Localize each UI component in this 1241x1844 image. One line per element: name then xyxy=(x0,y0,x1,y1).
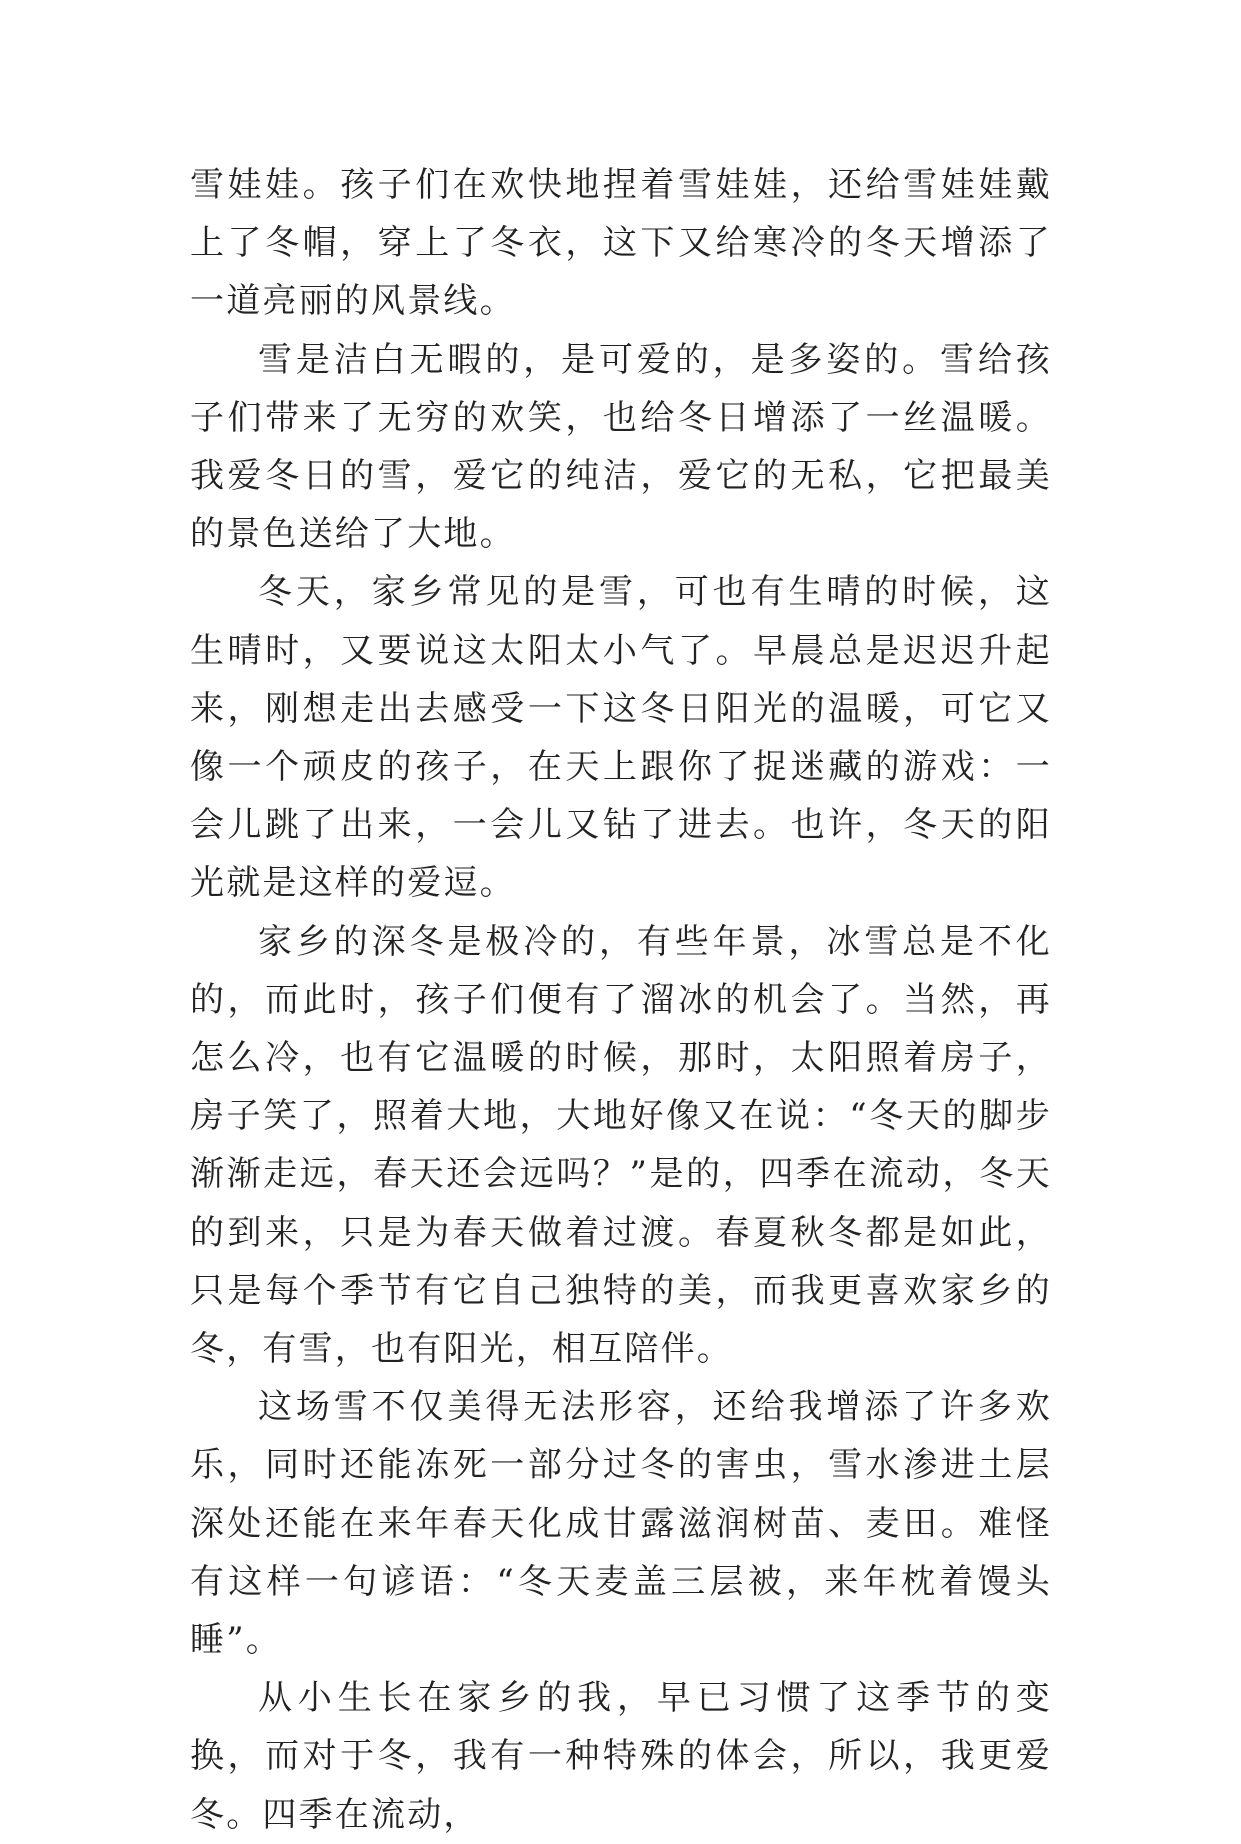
article-body xyxy=(190,156,1052,1844)
paragraph-1: 雪娃娃。孩子们在欢快地捏着雪娃娃，还给雪娃娃戴上了冬帽，穿上了冬衣，这下又给寒冷的冬天增添了一道亮丽的风景线。 xyxy=(190,165,1052,322)
paragraph-3: 冬天，家乡常见的是雪，可也有生晴的时候，这生晴时，又要说这太阳太小气了。早晨总是迟迟升起来，刚想走出去感受一下这冬日阳光的温暖，可它又像一个顽皮的孩子，在天上跟你了捉迷藏的游戏：一会儿跳了出来，一会儿又钻了进去。也许，冬天的阳光就是这样的爱逗。 xyxy=(190,572,1052,904)
paragraph-6: 从小生长在家乡的我，早已习惯了这季节的变换，而对于冬，我有一种特殊的体会，所以，我更爱冬。四季在流动， xyxy=(190,1678,1052,1835)
paragraph-2: 雪是洁白无暇的，是可爱的，是多姿的。雪给孩子们带来了无穷的欢笑，也给冬日增添了一丝温暖。我爱冬日的雪，爱它的纯洁，爱它的无私，它把最美的景色送给了大地。 xyxy=(190,339,1052,555)
paragraph-5: 这场雪不仅美得无法形容，还给我增添了许多欢乐，同时还能冻死一部分过冬的害虫，雪水渗进土层深处还能在来年春天化成甘露滋润树苗、麦田。难怪有这样一句谚语：“冬天麦盖三层被，来年枕着馒头睡”。 xyxy=(190,1387,1052,1661)
paragraph-4: 家乡的深冬是极冷的，有些年景，冰雪总是不化的，而此时，孩子们便有了溜冰的机会了。当然，再怎么冷，也有它温暖的时候，那时，太阳照着房子，房子笑了，照着大地，大地好像又在说：“冬天的脚步渐渐走远，春天还会远吗？”是的，四季在流动，冬天的到来，只是为春天做着过渡。春夏秋冬都是如此，只是每个季节有它自己独特的美，而我更喜欢家乡的冬，有雪，也有阳光，相互陪伴。 xyxy=(190,921,1052,1370)
